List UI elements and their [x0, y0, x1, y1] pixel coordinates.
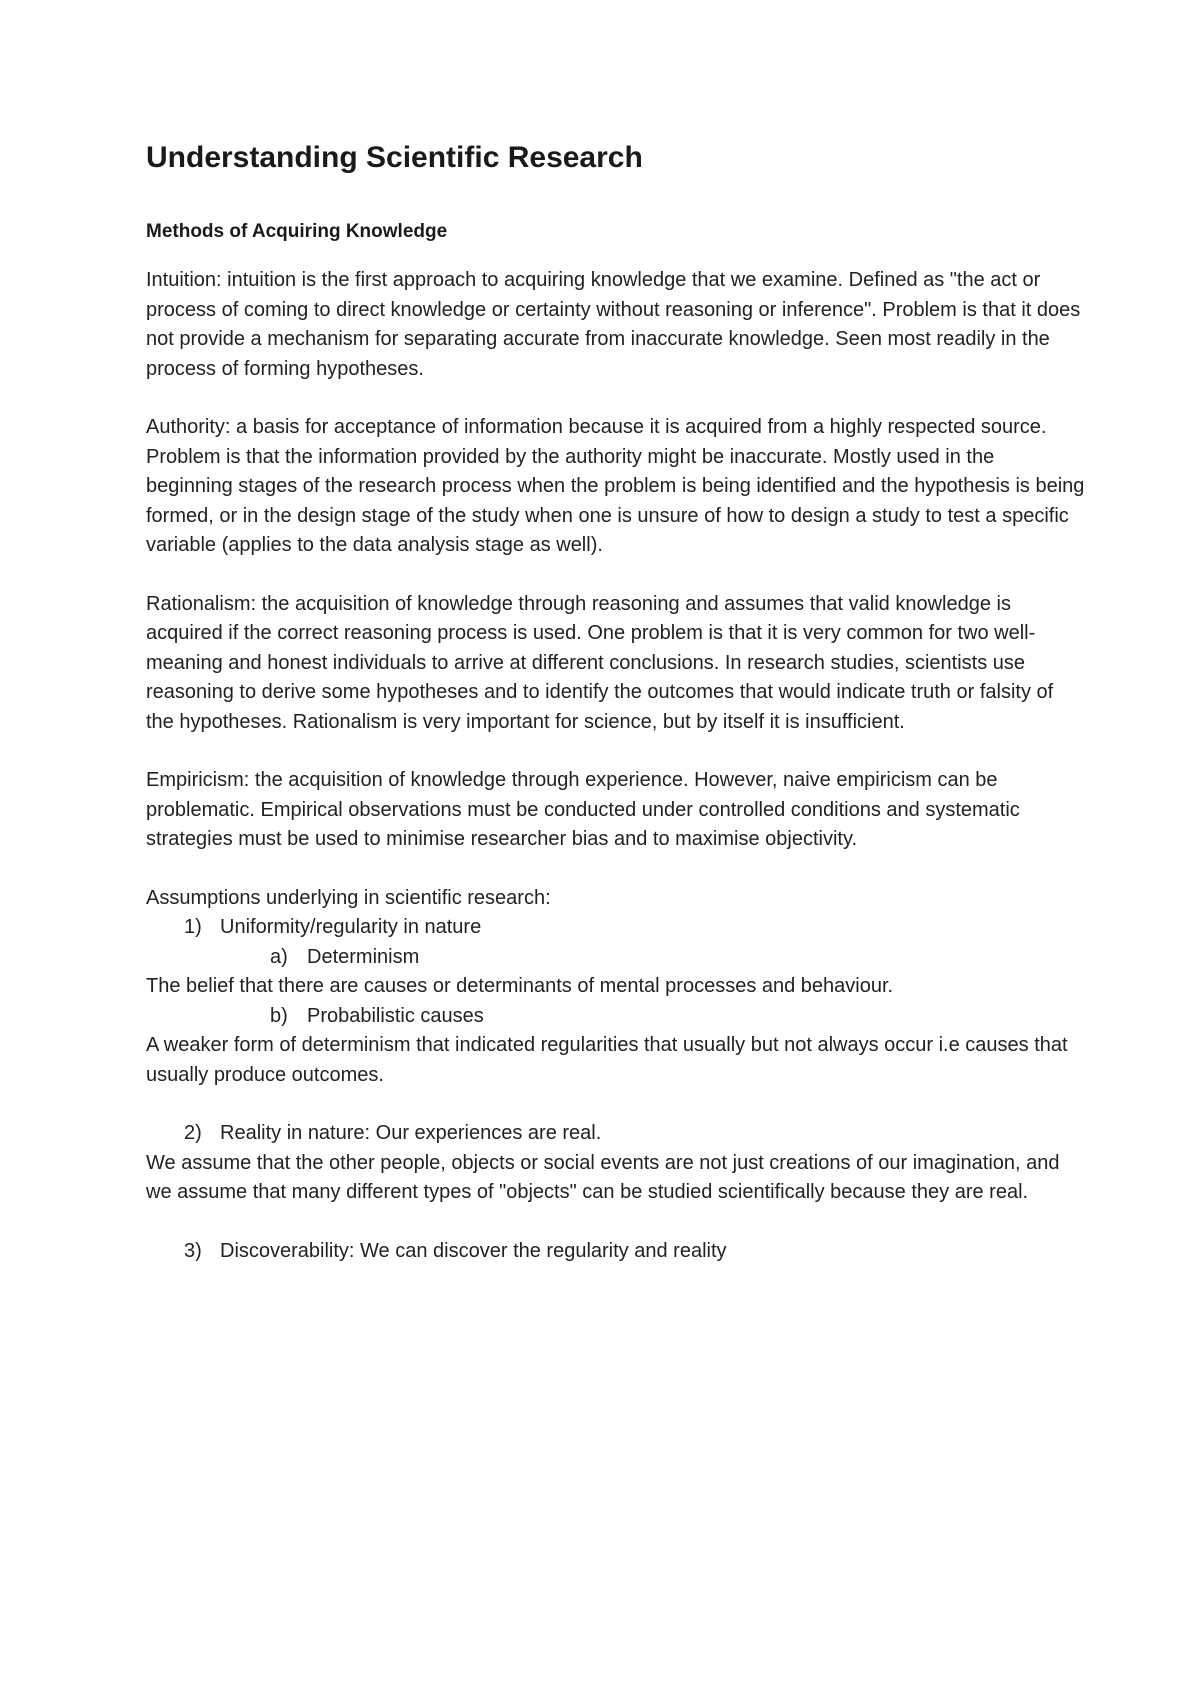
list-number: 3): [184, 1239, 202, 1262]
list-item-2-description: We assume that the other people, objects or social events are not just creations of our imagination, and we assume that many different types of "objects" can be studied scientifically because they are real.: [146, 1151, 1060, 1203]
list-number: 1): [184, 916, 202, 938]
list-item-1: [146, 913, 1086, 943]
page-title: Understanding Scientific Research: [146, 141, 643, 174]
paragraph-rationalism: Rationalism: the acquisition of knowledge through reasoning and assumes that valid knowledge is acquired if the correct reasoning process is used. One problem is that it is very common for two well-meaning and honest individuals to arrive at different conclusions. In research studies, scientists use reasoning to derive some hypotheses and to identify the outcomes that would indicate truth or falsity of the hypotheses. Rationalism is very important for science, but by itself it is insufficient.: [146, 592, 1054, 733]
list-item-3: [146, 1237, 1086, 1267]
sub-item-b-description: A weaker form of determinism that indicated regularities that usually but not always occur i.e causes that usually produce outcomes.: [146, 1034, 1068, 1086]
document-page: [146, 140, 1086, 1266]
list-item-text: Reality in nature: Our experiences are real.: [220, 1122, 602, 1144]
sub-letter: a): [270, 945, 288, 968]
section-heading: Methods of Acquiring Knowledge: [146, 221, 448, 242]
assumptions-section: [146, 884, 1086, 1267]
sub-item-b: [146, 1002, 1086, 1032]
list-item-2: [146, 1119, 1086, 1149]
sub-item-text: Probabilistic causes: [307, 1004, 484, 1027]
sub-item-a: [146, 943, 1086, 973]
paragraph-authority: Authority: a basis for acceptance of information because it is acquired from a highly respected source. Problem is that the information provided by the authority might be inaccurate. Mostly used in the beginning stages of the research process when the problem is being identified and the hypothesis is being formed, or in the design stage of the study when one is unsure of how to design a study to test a specific variable (applies to the data analysis stage as well).: [146, 416, 1085, 556]
assumptions-intro: Assumptions underlying in scientific research:: [146, 886, 551, 909]
paragraph-empiricism: Empiricism: the acquisition of knowledge through experience. However, naive empiricism can be problematic. Empirical observations must be conducted under controlled conditions and systematic strategies must be used to minimise researcher bias and to maximise objectivity.: [146, 769, 1020, 850]
sub-letter: b): [270, 1004, 288, 1027]
list-item-text: Discoverability: We can discover the regularity and reality: [220, 1239, 727, 1262]
list-item-text: Uniformity/regularity in nature: [220, 916, 482, 938]
paragraph-intuition: Intuition: intuition is the first approach to acquiring knowledge that we examine. Defined as "the act or process of coming to direct knowledge or certainty without reasoning or inference". Problem is that it does not provide a mechanism for separating accurate from inaccurate knowledge. Seen most readily in the process of forming hypotheses.: [146, 269, 1081, 380]
sub-item-text: Determinism: [307, 945, 420, 968]
sub-item-a-description: The belief that there are causes or determinants of mental processes and behaviour.: [146, 975, 894, 997]
list-number: 2): [184, 1122, 202, 1144]
